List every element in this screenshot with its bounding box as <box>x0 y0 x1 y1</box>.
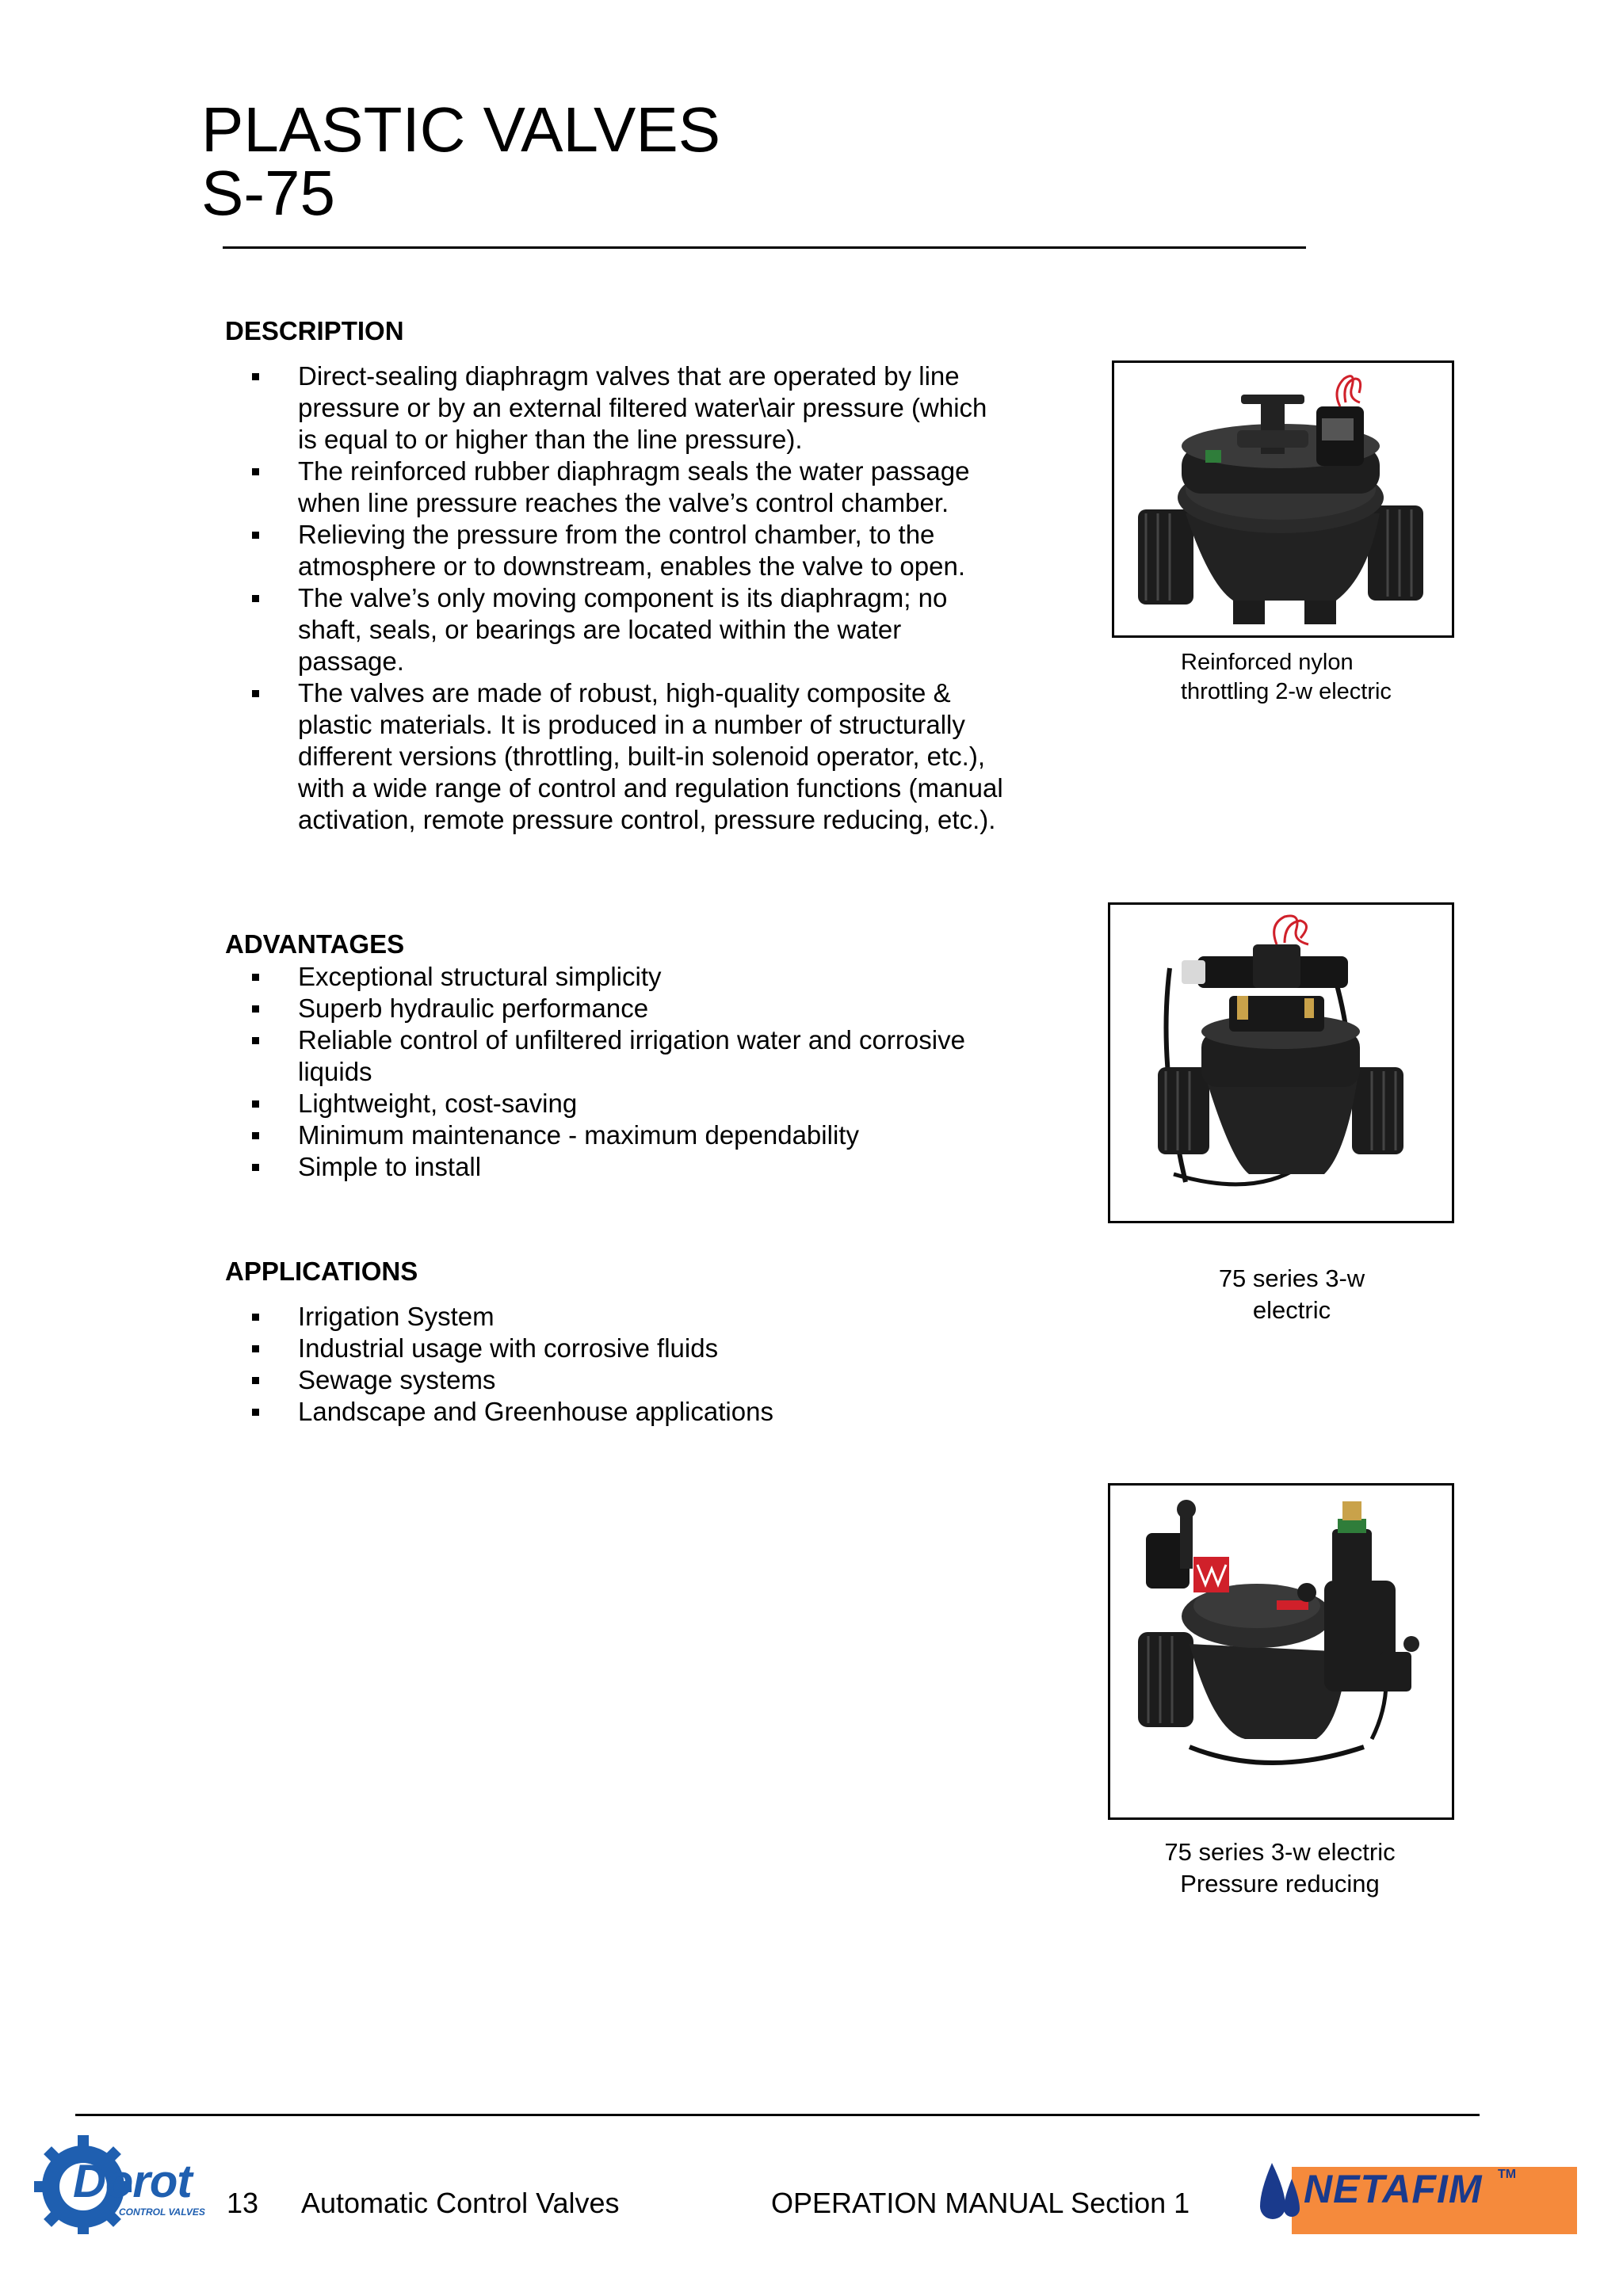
applications-heading: APPLICATIONS <box>225 1257 418 1286</box>
applications-list <box>0 1301 1011 1428</box>
list-item: Sewage systems <box>0 1364 1011 1396</box>
bullet-icon <box>252 595 259 602</box>
description-list <box>0 360 1027 836</box>
netafim-logo <box>1248 2155 1577 2234</box>
list-item: Minimum maintenance - maximum dependability <box>0 1119 1027 1151</box>
valve-photo-frame-1 <box>1112 360 1454 638</box>
throttling-valve-image <box>1114 363 1452 635</box>
footer-manual-label: OPERATION MANUAL Section 1 <box>771 2187 1190 2219</box>
footer-divider <box>75 2114 1480 2116</box>
bullet-icon <box>252 1037 259 1044</box>
list-item: Irrigation System <box>0 1301 1011 1333</box>
bullet-icon <box>252 1132 259 1139</box>
bullet-icon <box>252 1377 259 1384</box>
title-line-2: S-75 <box>201 158 335 228</box>
pressure-reducing-valve-image <box>1110 1486 1452 1817</box>
valve-photo-frame-2 <box>1108 902 1454 1223</box>
list-item: Landscape and Greenhouse applications <box>0 1396 1011 1428</box>
bullet-icon <box>252 1409 259 1416</box>
list-item: The reinforced rubber diaphragm seals the water passage when line pressure reaches the valve’s control chamber. <box>0 456 1027 519</box>
netafim-logo-text: NETAFIM <box>1304 2167 1483 2211</box>
figure-2-caption: 75 series 3-w electric <box>1218 1264 1365 1324</box>
bullet-icon <box>252 1100 259 1108</box>
list-item: Lightweight, cost-saving <box>0 1088 1027 1119</box>
dorot-logo-subtext: CONTROL VALVES <box>119 2206 205 2218</box>
footer-section-title: Automatic Control Valves <box>301 2187 620 2219</box>
list-item: Reliable control of unfiltered irrigation water and corrosive liquids <box>0 1024 1027 1088</box>
list-item: Exceptional structural simplicity <box>0 961 1027 993</box>
list-item: The valves are made of robust, high-quality composite & plastic materials. It is produced in a number of structurally different versions (throttling, built-in solenoid operator, etc.), with a wide range of control and regulation functions (manual activation, remote pressure control, pressure reducing, etc.). <box>0 677 1027 836</box>
netafim-tm: TM <box>1498 2168 1517 2181</box>
list-item: Superb hydraulic performance <box>0 993 1027 1024</box>
bullet-icon <box>252 532 259 539</box>
dorot-logo-text: Dorot <box>73 2156 192 2207</box>
figure-3-caption: 75 series 3-w electric Pressure reducing <box>1164 1838 1396 1897</box>
bullet-icon <box>252 1005 259 1013</box>
list-item: Simple to install <box>0 1151 1027 1183</box>
electric-3w-valve-image <box>1110 905 1452 1221</box>
advantages-heading: ADVANTAGES <box>225 929 405 959</box>
page-number: 13 <box>227 2187 259 2219</box>
bullet-icon <box>252 1345 259 1352</box>
list-item: Industrial usage with corrosive fluids <box>0 1333 1011 1364</box>
bullet-icon <box>252 468 259 475</box>
valve-photo-frame-3 <box>1108 1483 1454 1820</box>
list-item: Direct-sealing diaphragm valves that are operated by line pressure or by an external filtered water\air pressure (which is equal to or higher than the line pressure). <box>0 360 1027 456</box>
description-heading: DESCRIPTION <box>225 316 404 345</box>
bullet-icon <box>252 373 259 380</box>
list-item: Relieving the pressure from the control chamber, to the atmosphere or to downstream, enables the valve to open. <box>0 519 1027 582</box>
advantages-list <box>0 961 1027 1183</box>
title-underline <box>223 246 1306 249</box>
list-item: The valve’s only moving component is its diaphragm; no shaft, seals, or bearings are located within the water passage. <box>0 582 1027 677</box>
bullet-icon <box>252 974 259 981</box>
bullet-icon <box>252 1164 259 1171</box>
figure-1-caption: Reinforced nylon throttling 2-w electric <box>1181 650 1392 704</box>
bullet-icon <box>252 1314 259 1321</box>
bullet-icon <box>252 690 259 697</box>
page-title <box>201 94 721 228</box>
title-line-1: PLASTIC VALVES <box>201 94 721 165</box>
dorot-logo <box>32 2131 214 2234</box>
